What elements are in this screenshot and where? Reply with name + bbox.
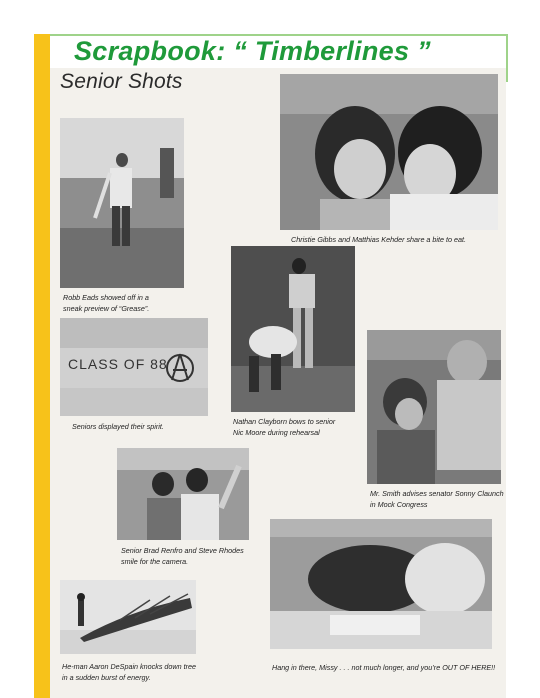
photo-class-of-88 <box>60 318 208 416</box>
photo-missy <box>270 519 492 649</box>
yellow-accent-bar <box>34 34 50 698</box>
caption-class-of-88: Seniors displayed their spirit. <box>72 422 164 431</box>
section-heading: Senior Shots <box>60 70 183 93</box>
green-border-right <box>506 34 508 82</box>
sign-text: CLASS OF 88 <box>68 356 168 372</box>
caption-bite: Christie Gibbs and Matthias Kehder share a bite to eat. <box>291 235 466 244</box>
caption-bow: Nathan Clayborn bows to senior Nic Moore during rehearsal <box>233 417 336 437</box>
page-title: Scrapbook: “ Timberlines ” <box>74 36 431 66</box>
caption-missy: Hang in there, Missy . . . not much longer, and you’re OUT OF HERE!! <box>272 663 496 672</box>
photo-bow <box>231 246 355 412</box>
photo-smile <box>117 448 249 540</box>
photo-congress <box>367 330 501 484</box>
photo-robb-eads <box>60 118 184 288</box>
caption-congress: Mr. Smith advises senator Sonny Claunch in Mock Congress <box>370 489 504 509</box>
caption-robb-eads: Robb Eads showed off in a sneak preview of “Grease”. <box>63 293 150 313</box>
photo-bite <box>280 74 498 230</box>
photo-tree <box>60 580 196 654</box>
caption-smile: Senior Brad Renfro and Steve Rhodes smile for the camera. <box>121 546 244 566</box>
caption-tree: He-man Aaron DeSpain knocks down tree in a sudden burst of energy. <box>62 662 196 682</box>
